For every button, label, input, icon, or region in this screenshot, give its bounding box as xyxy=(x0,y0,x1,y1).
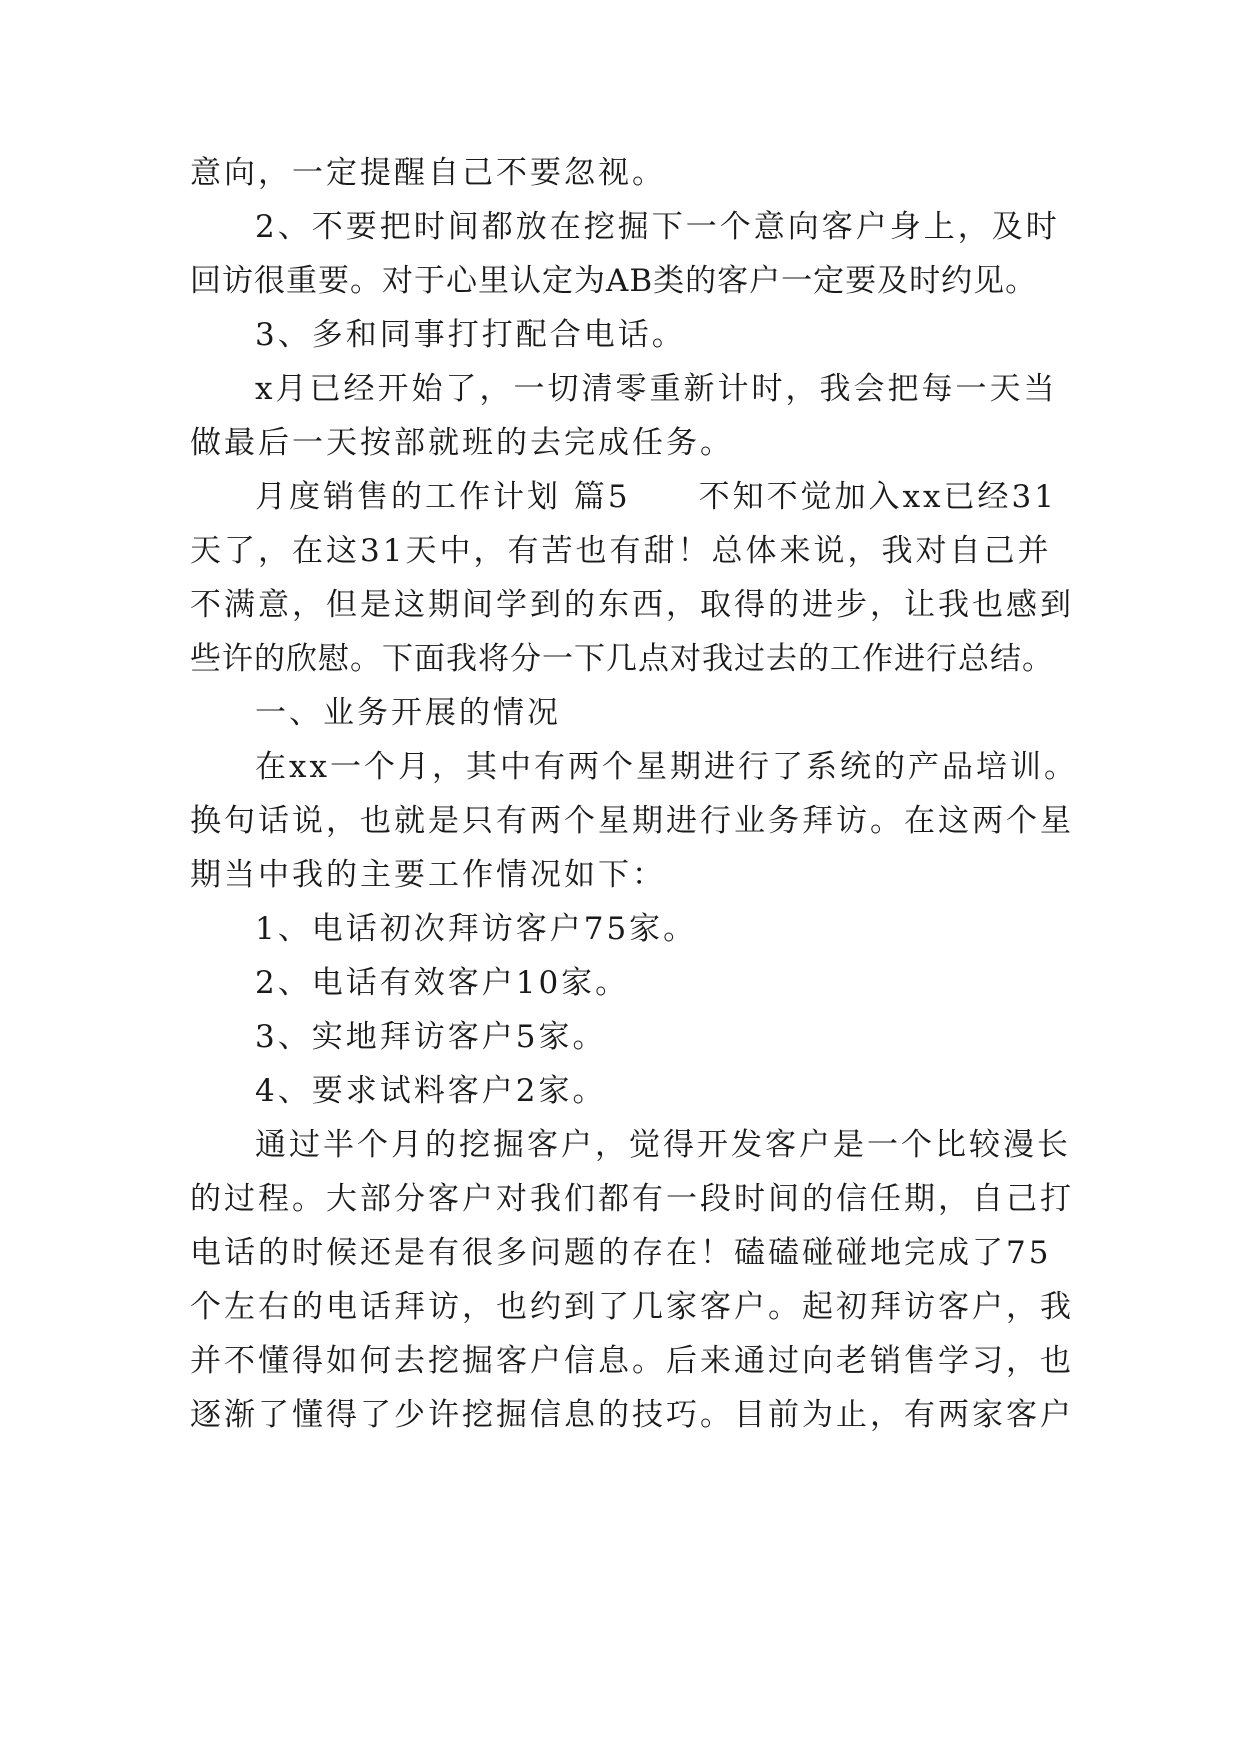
text-line: 不满意，但是这期间学到的东西，取得的进步，让我也感到 xyxy=(190,587,1074,623)
section-heading: 一、业务开展的情况 xyxy=(255,695,561,731)
text-line: 3、多和同事打打配合电话。 xyxy=(255,317,686,353)
text-line: 期当中我的主要工作情况如下： xyxy=(190,857,666,893)
text-line: 个左右的电话拜访，也约到了几家客户。起初拜访客户，我 xyxy=(190,1289,1074,1325)
list-item: 1、电话初次拜访客户75家。 xyxy=(255,911,698,947)
text-line: x月已经开始了，一切清零重新计时，我会把每一天当 xyxy=(255,371,1058,407)
text-line: 的过程。大部分客户对我们都有一段时间的信任期，自己打 xyxy=(190,1181,1074,1217)
text-line: 在xx一个月，其中有两个星期进行了系统的产品培训。 xyxy=(255,749,1078,785)
text-line: 换句话说，也就是只有两个星期进行业务拜访。在这两个星 xyxy=(190,803,1074,839)
list-item: 3、实地拜访客户5家。 xyxy=(255,1019,607,1055)
text-line: 电话的时候还是有很多问题的存在！磕磕碰碰地完成了75 xyxy=(190,1235,1052,1271)
list-item: 2、电话有效客户10家。 xyxy=(255,965,630,1001)
text-line: 逐渐了懂得了少许挖掘信息的技巧。目前为止，有两家客户 xyxy=(190,1397,1074,1433)
text-line: 并不懂得如何去挖掘客户信息。后来通过向老销售学习，也 xyxy=(190,1343,1074,1379)
text-line: 做最后一天按部就班的去完成任务。 xyxy=(190,425,734,461)
text-line: 通过半个月的挖掘客户，觉得开发客户是一个比较漫长 xyxy=(255,1127,1071,1163)
text-line: 意向，一定提醒自己不要忽视。 xyxy=(190,155,666,191)
text-line: 些许的欣慰。下面我将分一下几点对我过去的工作进行总结。 xyxy=(190,641,1054,677)
text-line: 天了，在这31天中，有苦也有甜！总体来说，我对自己并 xyxy=(190,533,1052,569)
text-line: 月度销售的工作计划 篇5 不知不觉加入xx已经31 xyxy=(255,479,1057,515)
text-line: 回访很重要。对于心里认定为AB类的客户一定要及时约见。 xyxy=(190,263,1038,299)
text-line: 2、不要把时间都放在挖掘下一个意向客户身上，及时 xyxy=(255,209,1060,245)
list-item: 4、要求试料客户2家。 xyxy=(255,1073,607,1109)
